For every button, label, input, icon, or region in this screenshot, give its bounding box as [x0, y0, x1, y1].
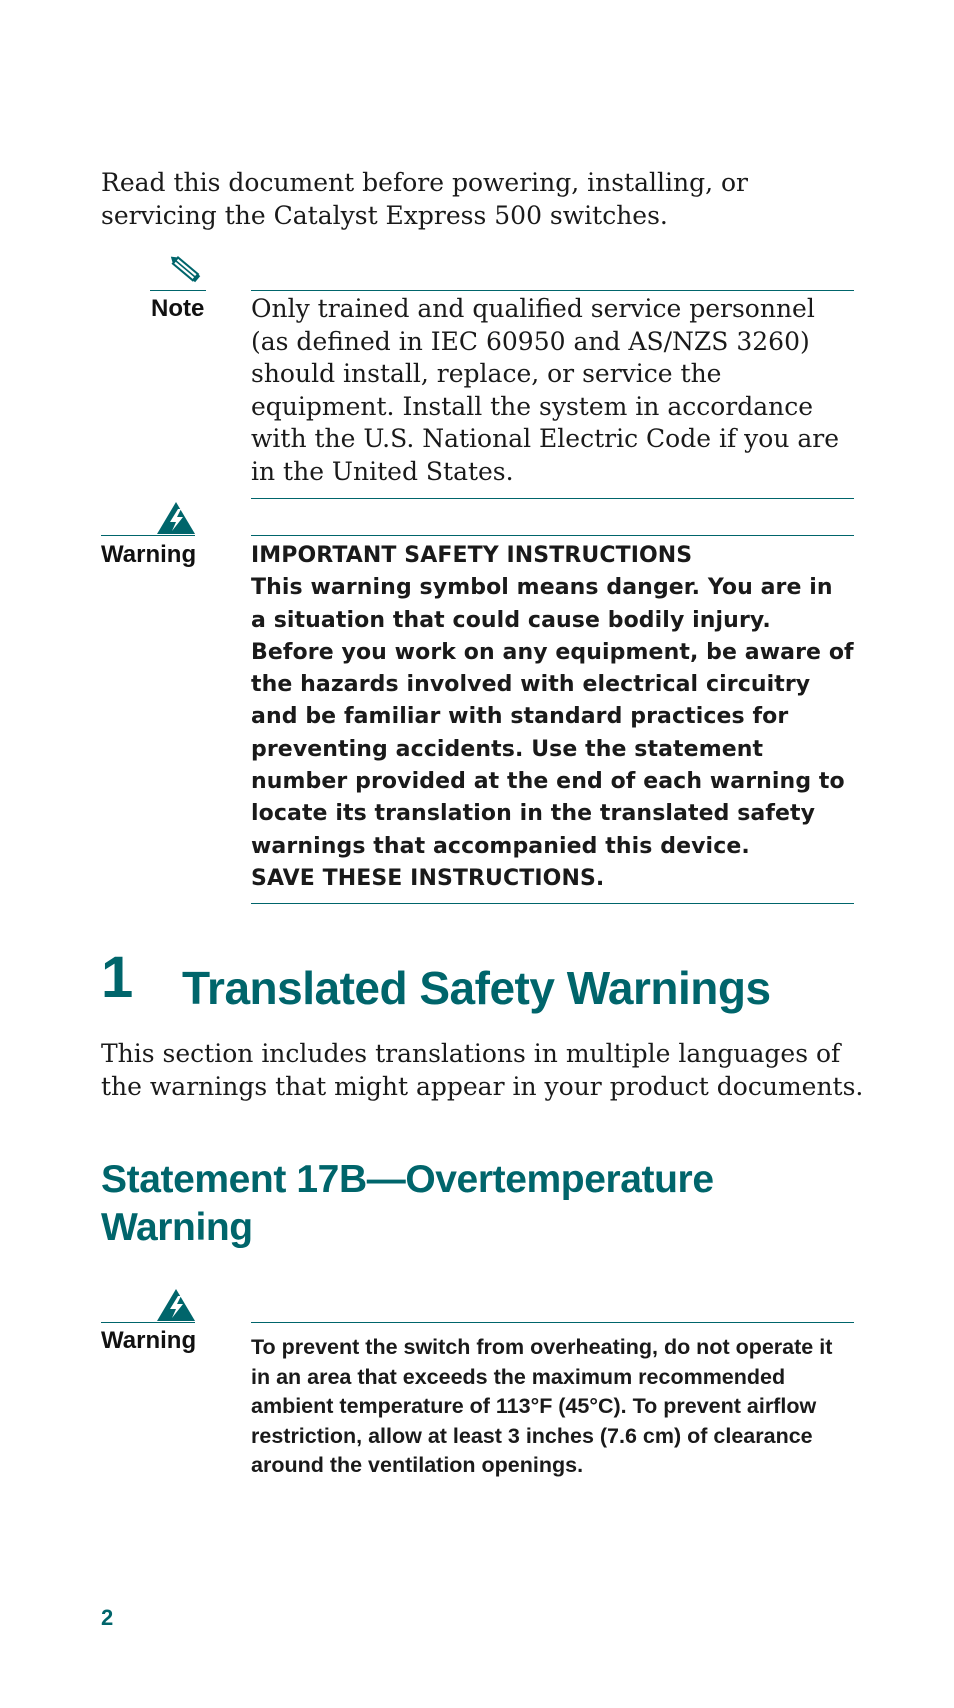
- warning-general-body: [251, 535, 854, 904]
- warning-heading: IMPORTANT SAFETY INSTRUCTIONS: [251, 543, 693, 568]
- intro-paragraph: Read this document before powering, installing, or servicing the Catalyst Express 500 switches.: [101, 168, 748, 230]
- section-intro-paragraph: This section includes translations in multiple languages of the warnings that might appear in your product documents.: [101, 1039, 864, 1101]
- warning-triangle-icon: [156, 1288, 196, 1322]
- warning-triangle-icon: [156, 501, 196, 535]
- note-text: Only trained and qualified service personnel (as defined in IEC 60950 and AS/NZS 3260) should install, replace, or service the equipment. Install the system in accordance with the U.S. National Electric Code if you are in the United States.: [251, 290, 854, 499]
- warning-text: This warning symbol means danger. You are in a situation that could cause bodily injury. Before you work on any equipment, be aware of the hazards involved with electrical circuitry and be familiar with standard practices for preventing accidents. Use the statement number provided at the end of each warning to locate its translation in the translated safety warnings that accompanied this device.: [251, 575, 854, 859]
- pencil-icon: [160, 255, 204, 289]
- note-icon-rule: [150, 290, 206, 291]
- warning-footer: SAVE THESE INSTRUCTIONS.: [251, 865, 605, 891]
- statement-warning-text: To prevent the switch from overheating, do not operate it in an area that exceeds the maximum recommended ambient temperature of 113°F (45°C). To prevent airflow restriction, allow at least 3 inches (7.6 cm) of clearance around the ventilation openings.: [251, 1322, 854, 1481]
- statement-title: Statement 17B—Overtemperature Warning: [101, 1158, 714, 1249]
- warning-label: Warning: [101, 541, 197, 568]
- statement-warning-icon-rule: [101, 1322, 195, 1323]
- warning-icon-rule: [101, 535, 195, 536]
- page-number: 2: [101, 1605, 114, 1630]
- statement-warning-label: Warning: [101, 1327, 197, 1354]
- chapter-number: 1: [101, 945, 134, 1010]
- note-label: Note: [151, 295, 205, 322]
- chapter-title: Translated Safety Warnings: [182, 962, 771, 1014]
